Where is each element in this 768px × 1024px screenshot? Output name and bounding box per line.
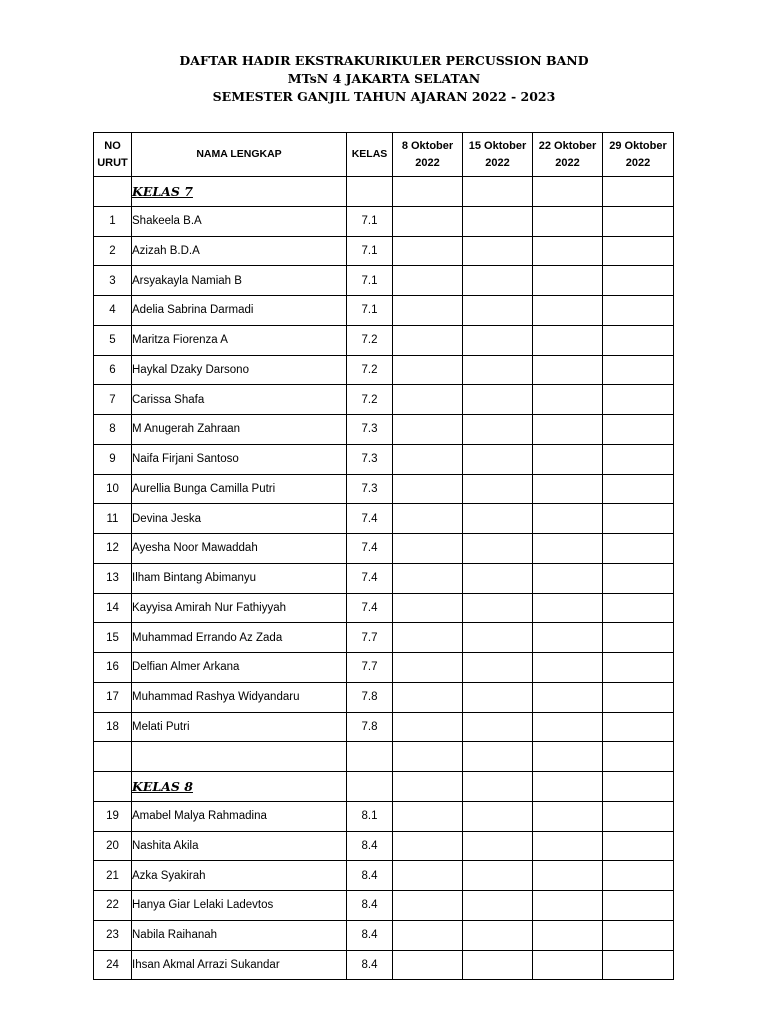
attendance-cell-date-3 (533, 861, 603, 891)
header-nama-lengkap: NAMA LENGKAP (132, 133, 347, 177)
attendance-cell-date-2 (463, 415, 533, 445)
student-name-cell: Amabel Malya Rahmadina (132, 801, 347, 831)
attendance-cell-date-3 (533, 742, 603, 772)
attendance-cell-date-1 (393, 236, 463, 266)
attendance-cell-date-2 (463, 772, 533, 802)
section-label: KELAS 7 (132, 177, 347, 207)
student-name-cell: Nabila Raihanah (132, 920, 347, 950)
attendance-cell-date-4 (603, 444, 674, 474)
kelas-cell: 8.4 (347, 920, 393, 950)
no-urut-cell: 22 (94, 891, 132, 921)
no-urut-cell: 8 (94, 415, 132, 445)
attendance-cell-date-2 (463, 534, 533, 564)
student-row (94, 415, 674, 445)
header-date-2 (463, 133, 533, 177)
attendance-cell-date-2 (463, 742, 533, 772)
attendance-cell-date-2 (463, 325, 533, 355)
student-row (94, 593, 674, 623)
attendance-cell-date-2 (463, 920, 533, 950)
student-name-cell: Kayyisa Amirah Nur Fathiyyah (132, 593, 347, 623)
attendance-cell-date-1 (393, 385, 463, 415)
attendance-cell-date-4 (603, 831, 674, 861)
kelas-cell-empty (347, 742, 393, 772)
kelas-cell: 7.7 (347, 653, 393, 683)
attendance-cell-date-4 (603, 920, 674, 950)
kelas-cell: 7.4 (347, 534, 393, 564)
attendance-cell-date-4 (603, 474, 674, 504)
attendance-cell-date-2 (463, 950, 533, 980)
student-name-cell: Ayesha Noor Mawaddah (132, 534, 347, 564)
no-urut-cell: 19 (94, 801, 132, 831)
attendance-cell-date-1 (393, 831, 463, 861)
attendance-table-body (94, 177, 674, 980)
kelas-cell: 7.4 (347, 504, 393, 534)
no-cell-empty (94, 772, 132, 802)
attendance-cell-date-2 (463, 861, 533, 891)
student-name-cell: Shakeela B.A (132, 206, 347, 236)
header-kelas: KELAS (347, 133, 393, 177)
no-urut-cell: 16 (94, 653, 132, 683)
attendance-cell-date-4 (603, 236, 674, 266)
attendance-cell-date-4 (603, 415, 674, 445)
kelas-cell: 7.1 (347, 236, 393, 266)
no-urut-cell: 14 (94, 593, 132, 623)
attendance-cell-date-4 (603, 355, 674, 385)
attendance-cell-date-3 (533, 355, 603, 385)
attendance-cell-date-1 (393, 920, 463, 950)
header-date-3 (533, 133, 603, 177)
no-urut-cell: 1 (94, 206, 132, 236)
student-name-cell: Aurellia Bunga Camilla Putri (132, 474, 347, 504)
student-row (94, 444, 674, 474)
student-name-cell: Hanya Giar Lelaki Ladevtos (132, 891, 347, 921)
no-urut-cell: 7 (94, 385, 132, 415)
student-row (94, 861, 674, 891)
attendance-cell-date-1 (393, 444, 463, 474)
kelas-cell-empty (347, 772, 393, 802)
attendance-cell-date-1 (393, 653, 463, 683)
student-name-cell: Maritza Fiorenza A (132, 325, 347, 355)
student-row (94, 266, 674, 296)
no-urut-cell: 17 (94, 682, 132, 712)
attendance-cell-date-1 (393, 593, 463, 623)
student-name-cell: M Anugerah Zahraan (132, 415, 347, 445)
header-row (94, 133, 674, 177)
attendance-cell-date-2 (463, 236, 533, 266)
kelas-cell-empty (347, 177, 393, 207)
student-name-cell: Naifa Firjani Santoso (132, 444, 347, 474)
attendance-cell-date-1 (393, 474, 463, 504)
attendance-cell-date-1 (393, 534, 463, 564)
kelas-cell: 7.2 (347, 385, 393, 415)
student-row (94, 950, 674, 980)
attendance-cell-date-4 (603, 891, 674, 921)
attendance-cell-date-4 (603, 742, 674, 772)
attendance-cell-date-4 (603, 177, 674, 207)
attendance-cell-date-3 (533, 385, 603, 415)
attendance-cell-date-2 (463, 474, 533, 504)
kelas-cell: 7.4 (347, 563, 393, 593)
attendance-cell-date-2 (463, 385, 533, 415)
student-row (94, 891, 674, 921)
kelas-cell: 7.3 (347, 474, 393, 504)
student-row (94, 831, 674, 861)
attendance-cell-date-3 (533, 712, 603, 742)
attendance-cell-date-3 (533, 772, 603, 802)
header-date-3-line2: 2022 (555, 156, 580, 169)
student-name-cell: Haykal Dzaky Darsono (132, 355, 347, 385)
kelas-cell: 7.2 (347, 355, 393, 385)
attendance-cell-date-4 (603, 206, 674, 236)
attendance-cell-date-3 (533, 534, 603, 564)
attendance-cell-date-2 (463, 296, 533, 326)
attendance-cell-date-2 (463, 593, 533, 623)
attendance-cell-date-3 (533, 891, 603, 921)
student-name-cell: Muhammad Rashya Widyandaru (132, 682, 347, 712)
header-date-2-line1: 15 Oktober (468, 139, 527, 152)
attendance-cell-date-1 (393, 563, 463, 593)
attendance-cell-date-1 (393, 206, 463, 236)
section-row (94, 177, 674, 207)
attendance-cell-date-3 (533, 920, 603, 950)
no-cell-empty (94, 742, 132, 772)
attendance-cell-date-4 (603, 266, 674, 296)
no-urut-cell: 4 (94, 296, 132, 326)
no-urut-cell: 15 (94, 623, 132, 653)
attendance-cell-date-3 (533, 415, 603, 445)
attendance-cell-date-2 (463, 206, 533, 236)
document-title (0, 52, 768, 106)
attendance-cell-date-2 (463, 682, 533, 712)
attendance-cell-date-4 (603, 712, 674, 742)
student-row (94, 474, 674, 504)
kelas-cell: 8.4 (347, 861, 393, 891)
attendance-cell-date-1 (393, 177, 463, 207)
kelas-cell: 7.4 (347, 593, 393, 623)
student-name-cell: Azka Syakirah (132, 861, 347, 891)
attendance-cell-date-1 (393, 861, 463, 891)
no-urut-cell: 6 (94, 355, 132, 385)
attendance-cell-date-2 (463, 801, 533, 831)
attendance-cell-date-2 (463, 891, 533, 921)
attendance-cell-date-1 (393, 950, 463, 980)
attendance-table (93, 132, 674, 980)
attendance-cell-date-3 (533, 177, 603, 207)
attendance-cell-date-4 (603, 563, 674, 593)
attendance-cell-date-2 (463, 563, 533, 593)
attendance-cell-date-2 (463, 653, 533, 683)
attendance-cell-date-3 (533, 296, 603, 326)
kelas-cell: 7.3 (347, 444, 393, 474)
student-row (94, 920, 674, 950)
student-row (94, 355, 674, 385)
header-date-4 (603, 133, 674, 177)
student-name-cell: Adelia Sabrina Darmadi (132, 296, 347, 326)
student-row (94, 206, 674, 236)
attendance-cell-date-1 (393, 266, 463, 296)
student-row (94, 682, 674, 712)
student-row (94, 534, 674, 564)
attendance-cell-date-3 (533, 950, 603, 980)
no-urut-cell: 20 (94, 831, 132, 861)
attendance-cell-date-1 (393, 504, 463, 534)
header-date-3-line1: 22 Oktober (538, 139, 597, 152)
kelas-cell: 7.2 (347, 325, 393, 355)
student-name-cell: Ilham Bintang Abimanyu (132, 563, 347, 593)
attendance-cell-date-4 (603, 593, 674, 623)
no-urut-cell: 18 (94, 712, 132, 742)
student-row (94, 504, 674, 534)
header-no-urut (94, 133, 132, 177)
no-urut-cell: 10 (94, 474, 132, 504)
name-cell-empty (132, 742, 347, 772)
attendance-cell-date-4 (603, 861, 674, 891)
header-date-1 (393, 133, 463, 177)
student-name-cell: Melati Putri (132, 712, 347, 742)
student-name-cell: Carissa Shafa (132, 385, 347, 415)
kelas-cell: 8.4 (347, 891, 393, 921)
no-cell-empty (94, 177, 132, 207)
attendance-cell-date-1 (393, 623, 463, 653)
attendance-cell-date-3 (533, 623, 603, 653)
attendance-cell-date-2 (463, 623, 533, 653)
kelas-cell: 7.1 (347, 296, 393, 326)
section-row (94, 772, 674, 802)
no-urut-cell: 11 (94, 504, 132, 534)
attendance-cell-date-4 (603, 950, 674, 980)
student-row (94, 325, 674, 355)
kelas-cell: 7.8 (347, 712, 393, 742)
attendance-cell-date-3 (533, 563, 603, 593)
header-date-4-line2: 2022 (625, 156, 651, 169)
attendance-cell-date-4 (603, 623, 674, 653)
no-urut-cell: 3 (94, 266, 132, 296)
attendance-cell-date-1 (393, 742, 463, 772)
kelas-cell: 7.3 (347, 415, 393, 445)
attendance-cell-date-2 (463, 444, 533, 474)
kelas-cell: 8.4 (347, 950, 393, 980)
attendance-cell-date-3 (533, 801, 603, 831)
attendance-cell-date-3 (533, 206, 603, 236)
attendance-cell-date-2 (463, 504, 533, 534)
kelas-cell: 7.8 (347, 682, 393, 712)
attendance-cell-date-2 (463, 177, 533, 207)
no-urut-cell: 24 (94, 950, 132, 980)
student-row (94, 296, 674, 326)
no-urut-cell: 9 (94, 444, 132, 474)
header-date-1-line2: 2022 (415, 156, 440, 169)
attendance-cell-date-2 (463, 712, 533, 742)
student-row (94, 236, 674, 266)
attendance-cell-date-1 (393, 772, 463, 802)
attendance-cell-date-4 (603, 296, 674, 326)
kelas-cell: 8.1 (347, 801, 393, 831)
attendance-cell-date-3 (533, 474, 603, 504)
attendance-cell-date-1 (393, 712, 463, 742)
student-name-cell: Delfian Almer Arkana (132, 653, 347, 683)
attendance-cell-date-4 (603, 653, 674, 683)
title-line-3: SEMESTER GANJIL TAHUN AJARAN 2022 - 2023 (212, 89, 556, 104)
attendance-cell-date-4 (603, 682, 674, 712)
attendance-cell-date-1 (393, 891, 463, 921)
no-urut-cell: 23 (94, 920, 132, 950)
attendance-cell-date-1 (393, 801, 463, 831)
header-no-line1: NO (104, 139, 121, 152)
student-row (94, 712, 674, 742)
attendance-cell-date-4 (603, 504, 674, 534)
student-row (94, 623, 674, 653)
attendance-cell-date-4 (603, 772, 674, 802)
student-row (94, 653, 674, 683)
attendance-cell-date-4 (603, 801, 674, 831)
attendance-cell-date-1 (393, 355, 463, 385)
header-no-line2: URUT (97, 156, 128, 169)
attendance-cell-date-1 (393, 325, 463, 355)
no-urut-cell: 5 (94, 325, 132, 355)
kelas-cell: 7.7 (347, 623, 393, 653)
attendance-cell-date-3 (533, 504, 603, 534)
student-name-cell: Devina Jeska (132, 504, 347, 534)
attendance-cell-date-1 (393, 682, 463, 712)
attendance-cell-date-3 (533, 682, 603, 712)
kelas-cell: 7.1 (347, 206, 393, 236)
attendance-cell-date-3 (533, 266, 603, 296)
no-urut-cell: 13 (94, 563, 132, 593)
attendance-cell-date-2 (463, 831, 533, 861)
attendance-cell-date-1 (393, 296, 463, 326)
section-label: KELAS 8 (132, 772, 347, 802)
student-name-cell: Muhammad Errando Az Zada (132, 623, 347, 653)
header-date-4-line1: 29 Oktober (609, 139, 667, 152)
attendance-cell-date-3 (533, 444, 603, 474)
student-name-cell: Ihsan Akmal Arrazi Sukandar (132, 950, 347, 980)
attendance-cell-date-4 (603, 325, 674, 355)
student-name-cell: Arsyakayla Namiah B (132, 266, 347, 296)
blank-row (94, 742, 674, 772)
student-name-cell: Nashita Akila (132, 831, 347, 861)
attendance-cell-date-3 (533, 831, 603, 861)
student-row (94, 563, 674, 593)
header-date-1-line1: 8 Oktober (401, 139, 454, 152)
title-line-1: DAFTAR HADIR EKSTRAKURIKULER PERCUSSION BAND (179, 53, 589, 68)
student-row (94, 801, 674, 831)
attendance-cell-date-3 (533, 325, 603, 355)
attendance-cell-date-3 (533, 653, 603, 683)
attendance-cell-date-2 (463, 355, 533, 385)
attendance-cell-date-3 (533, 236, 603, 266)
no-urut-cell: 12 (94, 534, 132, 564)
header-date-2-line2: 2022 (485, 156, 510, 169)
kelas-cell: 8.4 (347, 831, 393, 861)
kelas-cell: 7.1 (347, 266, 393, 296)
attendance-cell-date-3 (533, 593, 603, 623)
attendance-cell-date-4 (603, 385, 674, 415)
attendance-cell-date-4 (603, 534, 674, 564)
title-line-2: MTsN 4 JAKARTA SELATAN (287, 71, 481, 86)
attendance-cell-date-2 (463, 266, 533, 296)
student-name-cell: Azizah B.D.A (132, 236, 347, 266)
no-urut-cell: 21 (94, 861, 132, 891)
attendance-cell-date-1 (393, 415, 463, 445)
no-urut-cell: 2 (94, 236, 132, 266)
student-row (94, 385, 674, 415)
